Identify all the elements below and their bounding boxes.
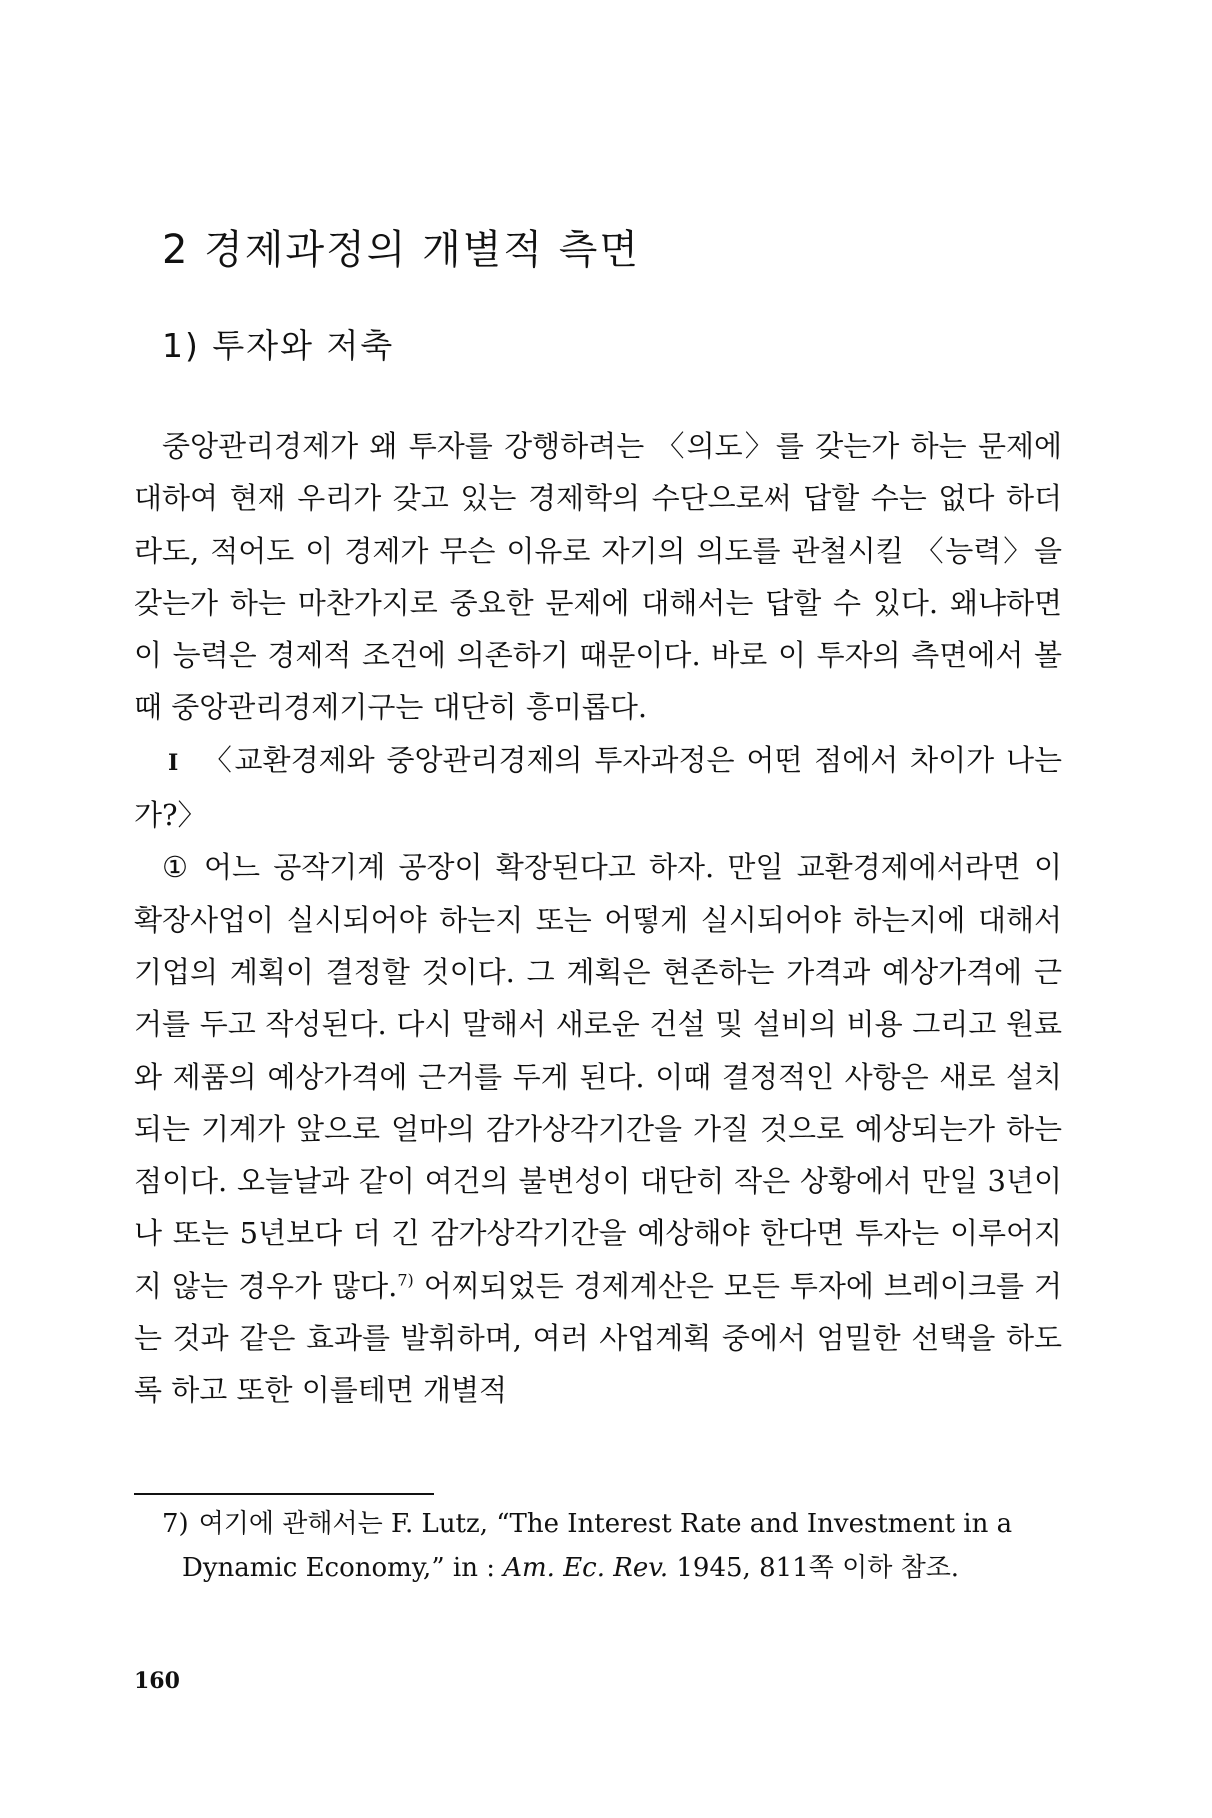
point-1-paragraph [134,841,1062,1416]
circled-one-marker: ① [162,850,192,885]
question-text: 〈교환경제와 중앙관리경제의 투자과정은 어떤 점에서 차이가 나는가?〉 [134,742,1062,833]
subsection-number: 1) [162,326,200,365]
point-1-text: 어느 공작기계 공장이 확장된다고 하자. 만일 교환경제에서라면 이 확장사업이 실시되어야 하는지 또는 어떻게 실시되어야 하는지에 대해서 기업의 계획이 결정할 것이다. 그 계획은 현존하는 가격과 예상가격에 근거를 두고 작성된다. 다시 말해서 새로운 건설 및 설비의 비용 그리고 원료와 제품의 예상가격에 근거를 두게 된다. 이때 결정적인 사항은 새로 설치되는 기계가 앞으로 얼마의 감가상각기간을 가질 것으로 예상되는가 하는 점이다. 오늘날과 같이 여건의 불변성이 대단히 작은 상황에서 만일 3년이나 또는 5년보다 더 긴 감가상각기간을 예상해야 한다면 투자는 이루어지지 않는 경우가 많다. [134,850,1062,1303]
subsection-heading [162,320,394,367]
footnote [134,1502,1062,1590]
question-marker: I [168,749,179,776]
footnote-text: 여기에 관해서는 F. Lutz, “The Interest Rate and Investment in a [198,1509,1013,1539]
footnote-reference[interactable]: 7) [397,1270,414,1290]
question-paragraph [134,734,1062,842]
section-heading [162,218,640,275]
footnote-text-end: 1945, 811쪽 이하 참조. [668,1553,960,1583]
footnote-continuation [134,1546,1062,1590]
section-title: 경제과정의 개별적 측면 [204,227,641,273]
page-number: 160 [134,1668,180,1694]
footnote-journal: Am. Ec. Rev. [503,1553,669,1583]
footnote-divider [134,1493,434,1495]
footnote-number: 7) [162,1509,189,1539]
section-number: 2 [162,227,190,273]
footnote-text-cont: Dynamic Economy,” in : [182,1553,504,1583]
point-1-text-continued: 어찌되었든 경제계산은 모든 투자에 브레이크를 거는 것과 같은 효과를 발휘하며, 여러 사업계획 중에서 엄밀한 선택을 하도록 하고 또한 이를테면 개별적 [134,1268,1062,1408]
subsection-title: 투자와 저축 [212,326,395,365]
body-text [134,420,1062,1417]
intro-paragraph: 중앙관리경제가 왜 투자를 강행하려는 〈의도〉를 갖는가 하는 문제에 대하여 현재 우리가 갖고 있는 경제학의 수단으로써 답할 수는 없다 하더라도, 적어도 이 경제가 무슨 이유로 자기의 의도를 관철시킬 〈능력〉을 갖는가 하는 마찬가지로 중요한 문제에 대해서는 답할 수 있다. 왜냐하면 이 능력은 경제적 조건에 의존하기 때문이다. 바로 이 투자의 측면에서 볼 때 중앙관리경제기구는 대단히 흥미롭다. [134,429,1062,725]
